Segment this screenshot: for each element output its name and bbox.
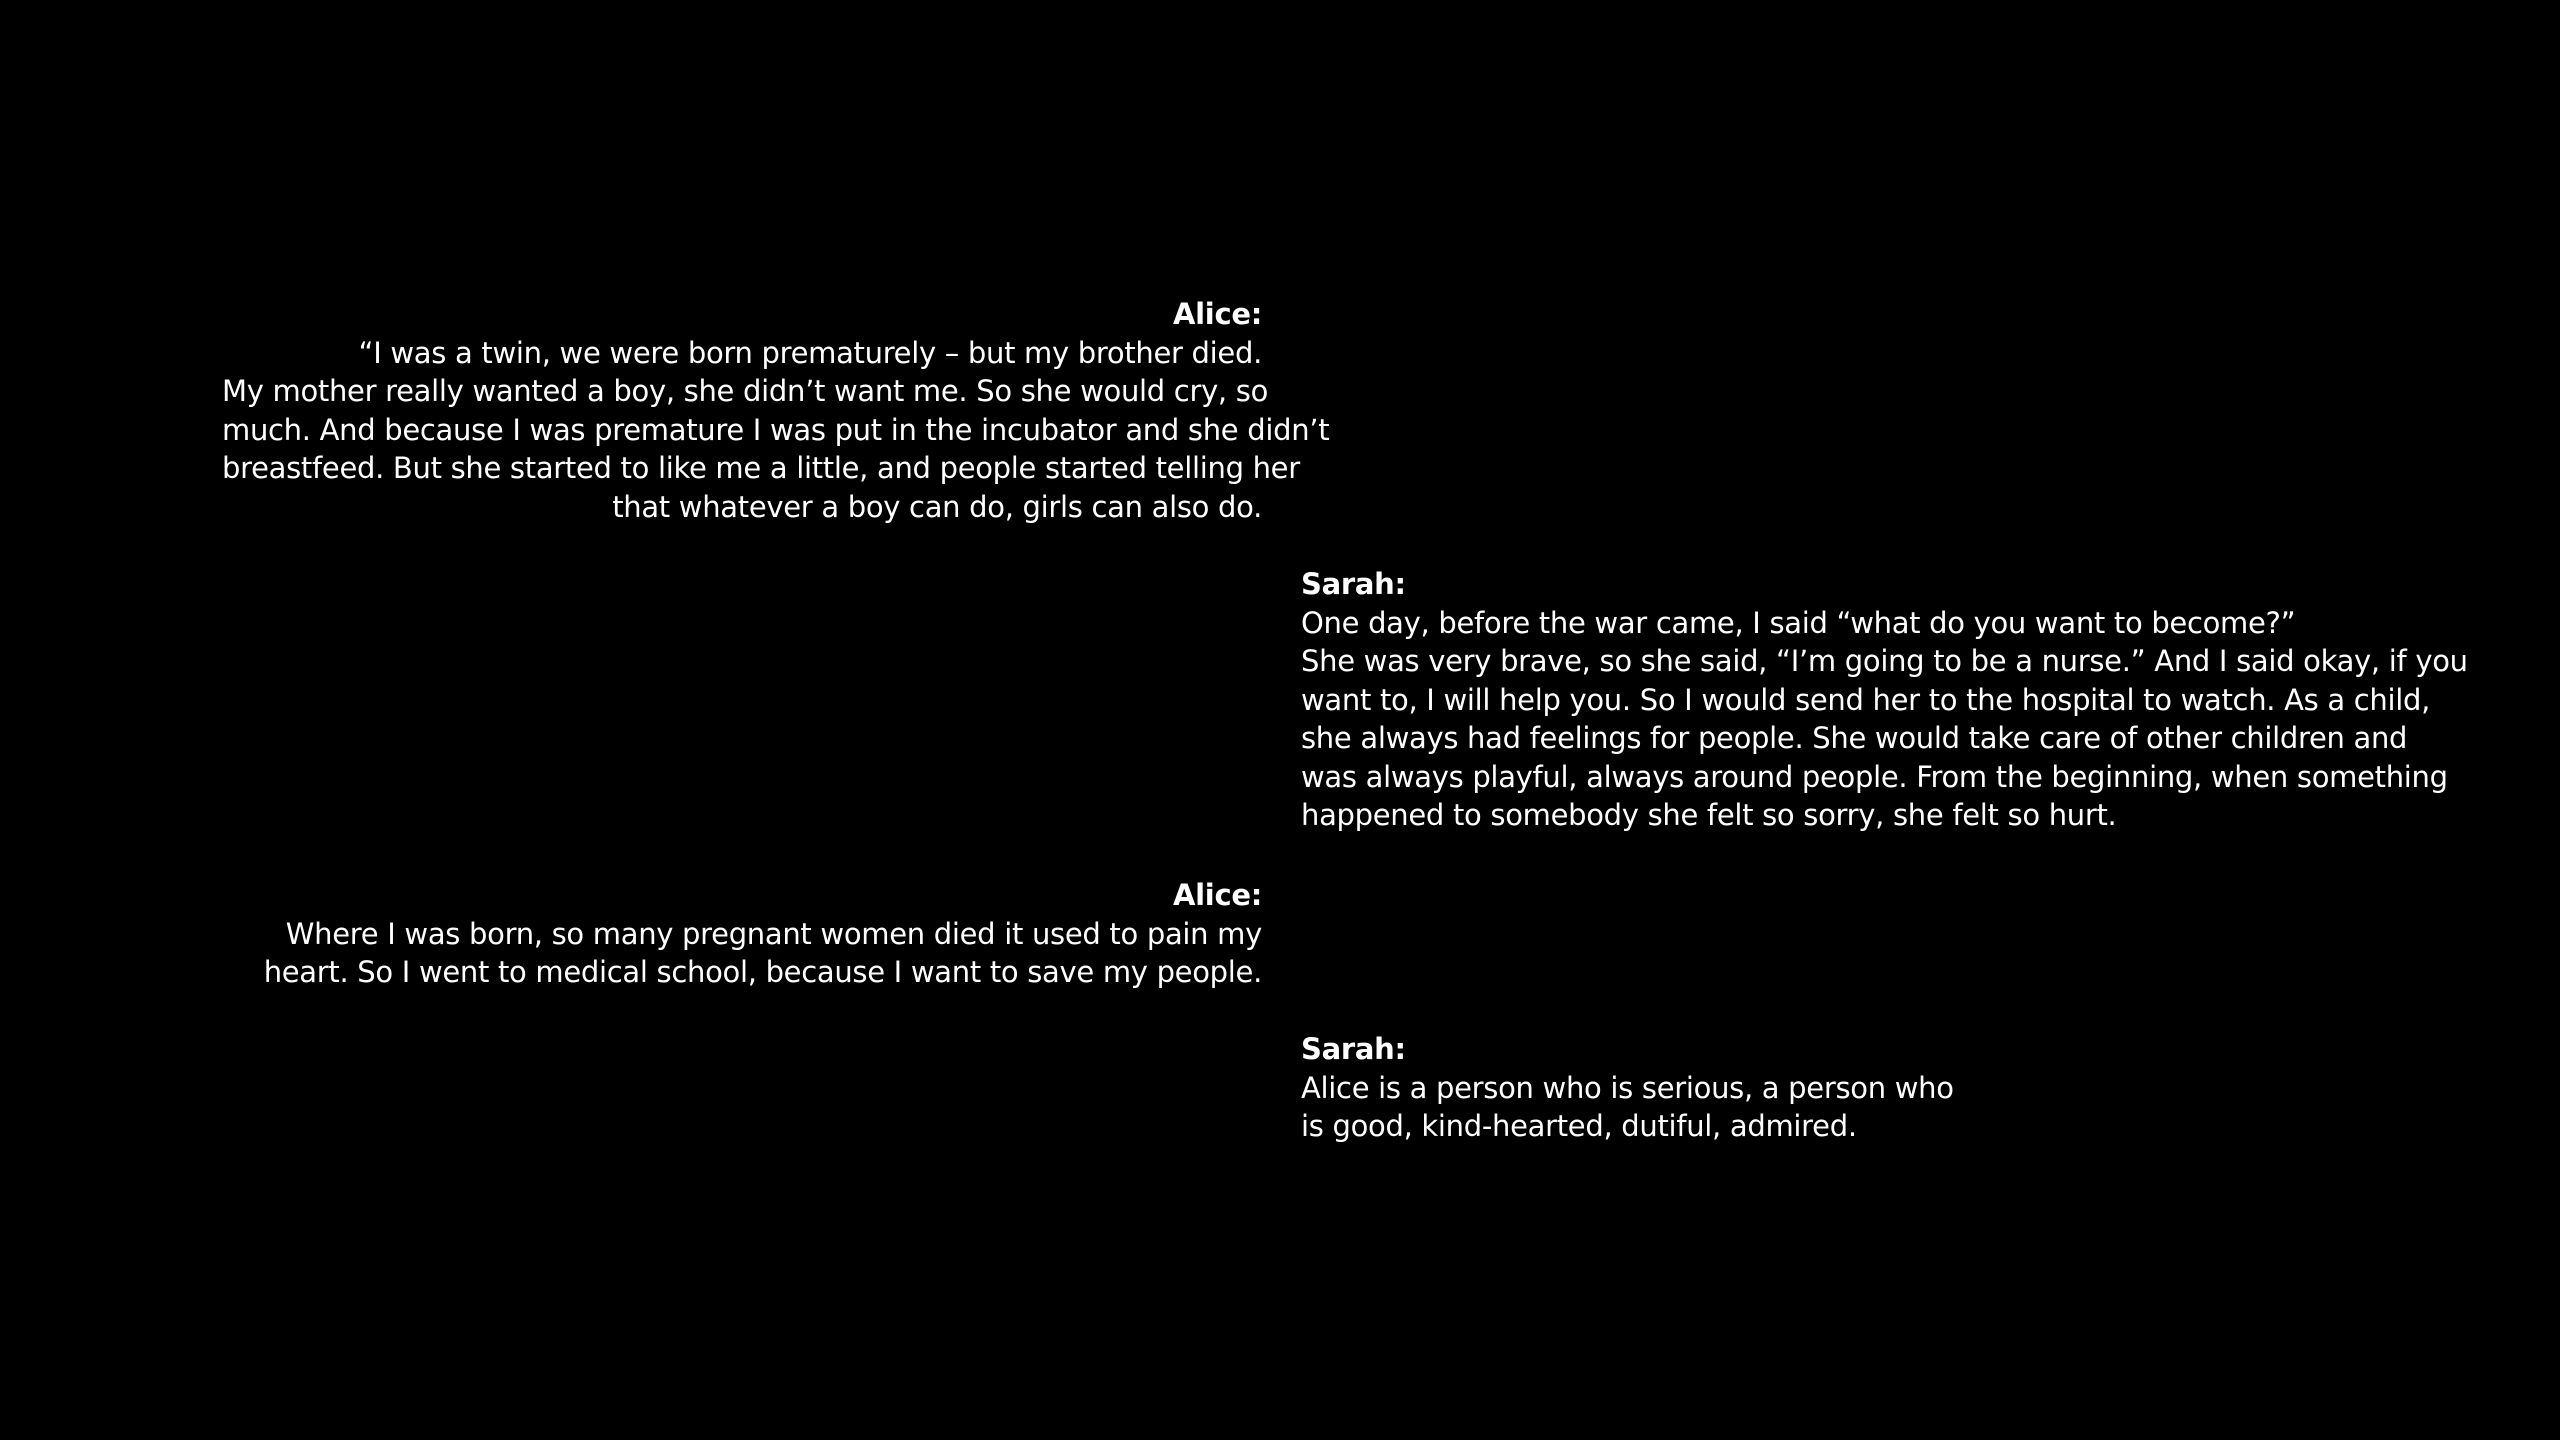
speaker-label: Sarah: — [1301, 567, 1406, 601]
quote-line: She was very brave, so she said, “I’m going to be a nurse.” And I said okay, if you — [1301, 644, 2468, 678]
quote-line: want to, I will help you. So I would send her to the hospital to watch. As a child, — [1301, 682, 2431, 717]
quote-line: that whatever a boy can do, girls can also do. — [612, 489, 1262, 524]
quote-line: was always playful, always around people. From the beginning, when something — [1301, 759, 2448, 794]
quote-line: happened to somebody she felt so sorry, she felt so hurt. — [1301, 798, 2117, 832]
quote-line: One day, before the war came, I said “what do you want to become?” — [1301, 605, 2296, 640]
speaker-label: Alice: — [1173, 297, 1262, 331]
quote-line: she always had feelings for people. She would take care of other children and — [1301, 721, 2408, 755]
quote-block-alice-2 — [222, 876, 1262, 992]
quote-line: “I was a twin, we were born prematurely – but my brother died. — [358, 335, 1262, 370]
quote-block-sarah-1 — [1301, 565, 2468, 835]
quote-line: My mother really wanted a boy, she didn’t want me. So she would cry, so — [222, 374, 1269, 408]
quote-line: is good, kind-hearted, dutiful, admired. — [1301, 1109, 1857, 1143]
quote-block-alice-1 — [222, 295, 1330, 526]
speaker-label: Sarah: — [1301, 1032, 1406, 1066]
quote-line: breastfeed. But she started to like me a little, and people started telling her — [222, 451, 1300, 485]
quote-block-sarah-2 — [1301, 1030, 2401, 1146]
quote-line: heart. So I went to medical school, because I want to save my people. — [263, 955, 1262, 989]
quote-line: Where I was born, so many pregnant women died it used to pain my — [285, 916, 1262, 951]
quote-line: much. And because I was premature I was put in the incubator and she didn’t — [222, 412, 1330, 447]
speaker-label: Alice: — [1173, 878, 1262, 912]
quote-line: Alice is a person who is serious, a person who — [1301, 1070, 1954, 1105]
